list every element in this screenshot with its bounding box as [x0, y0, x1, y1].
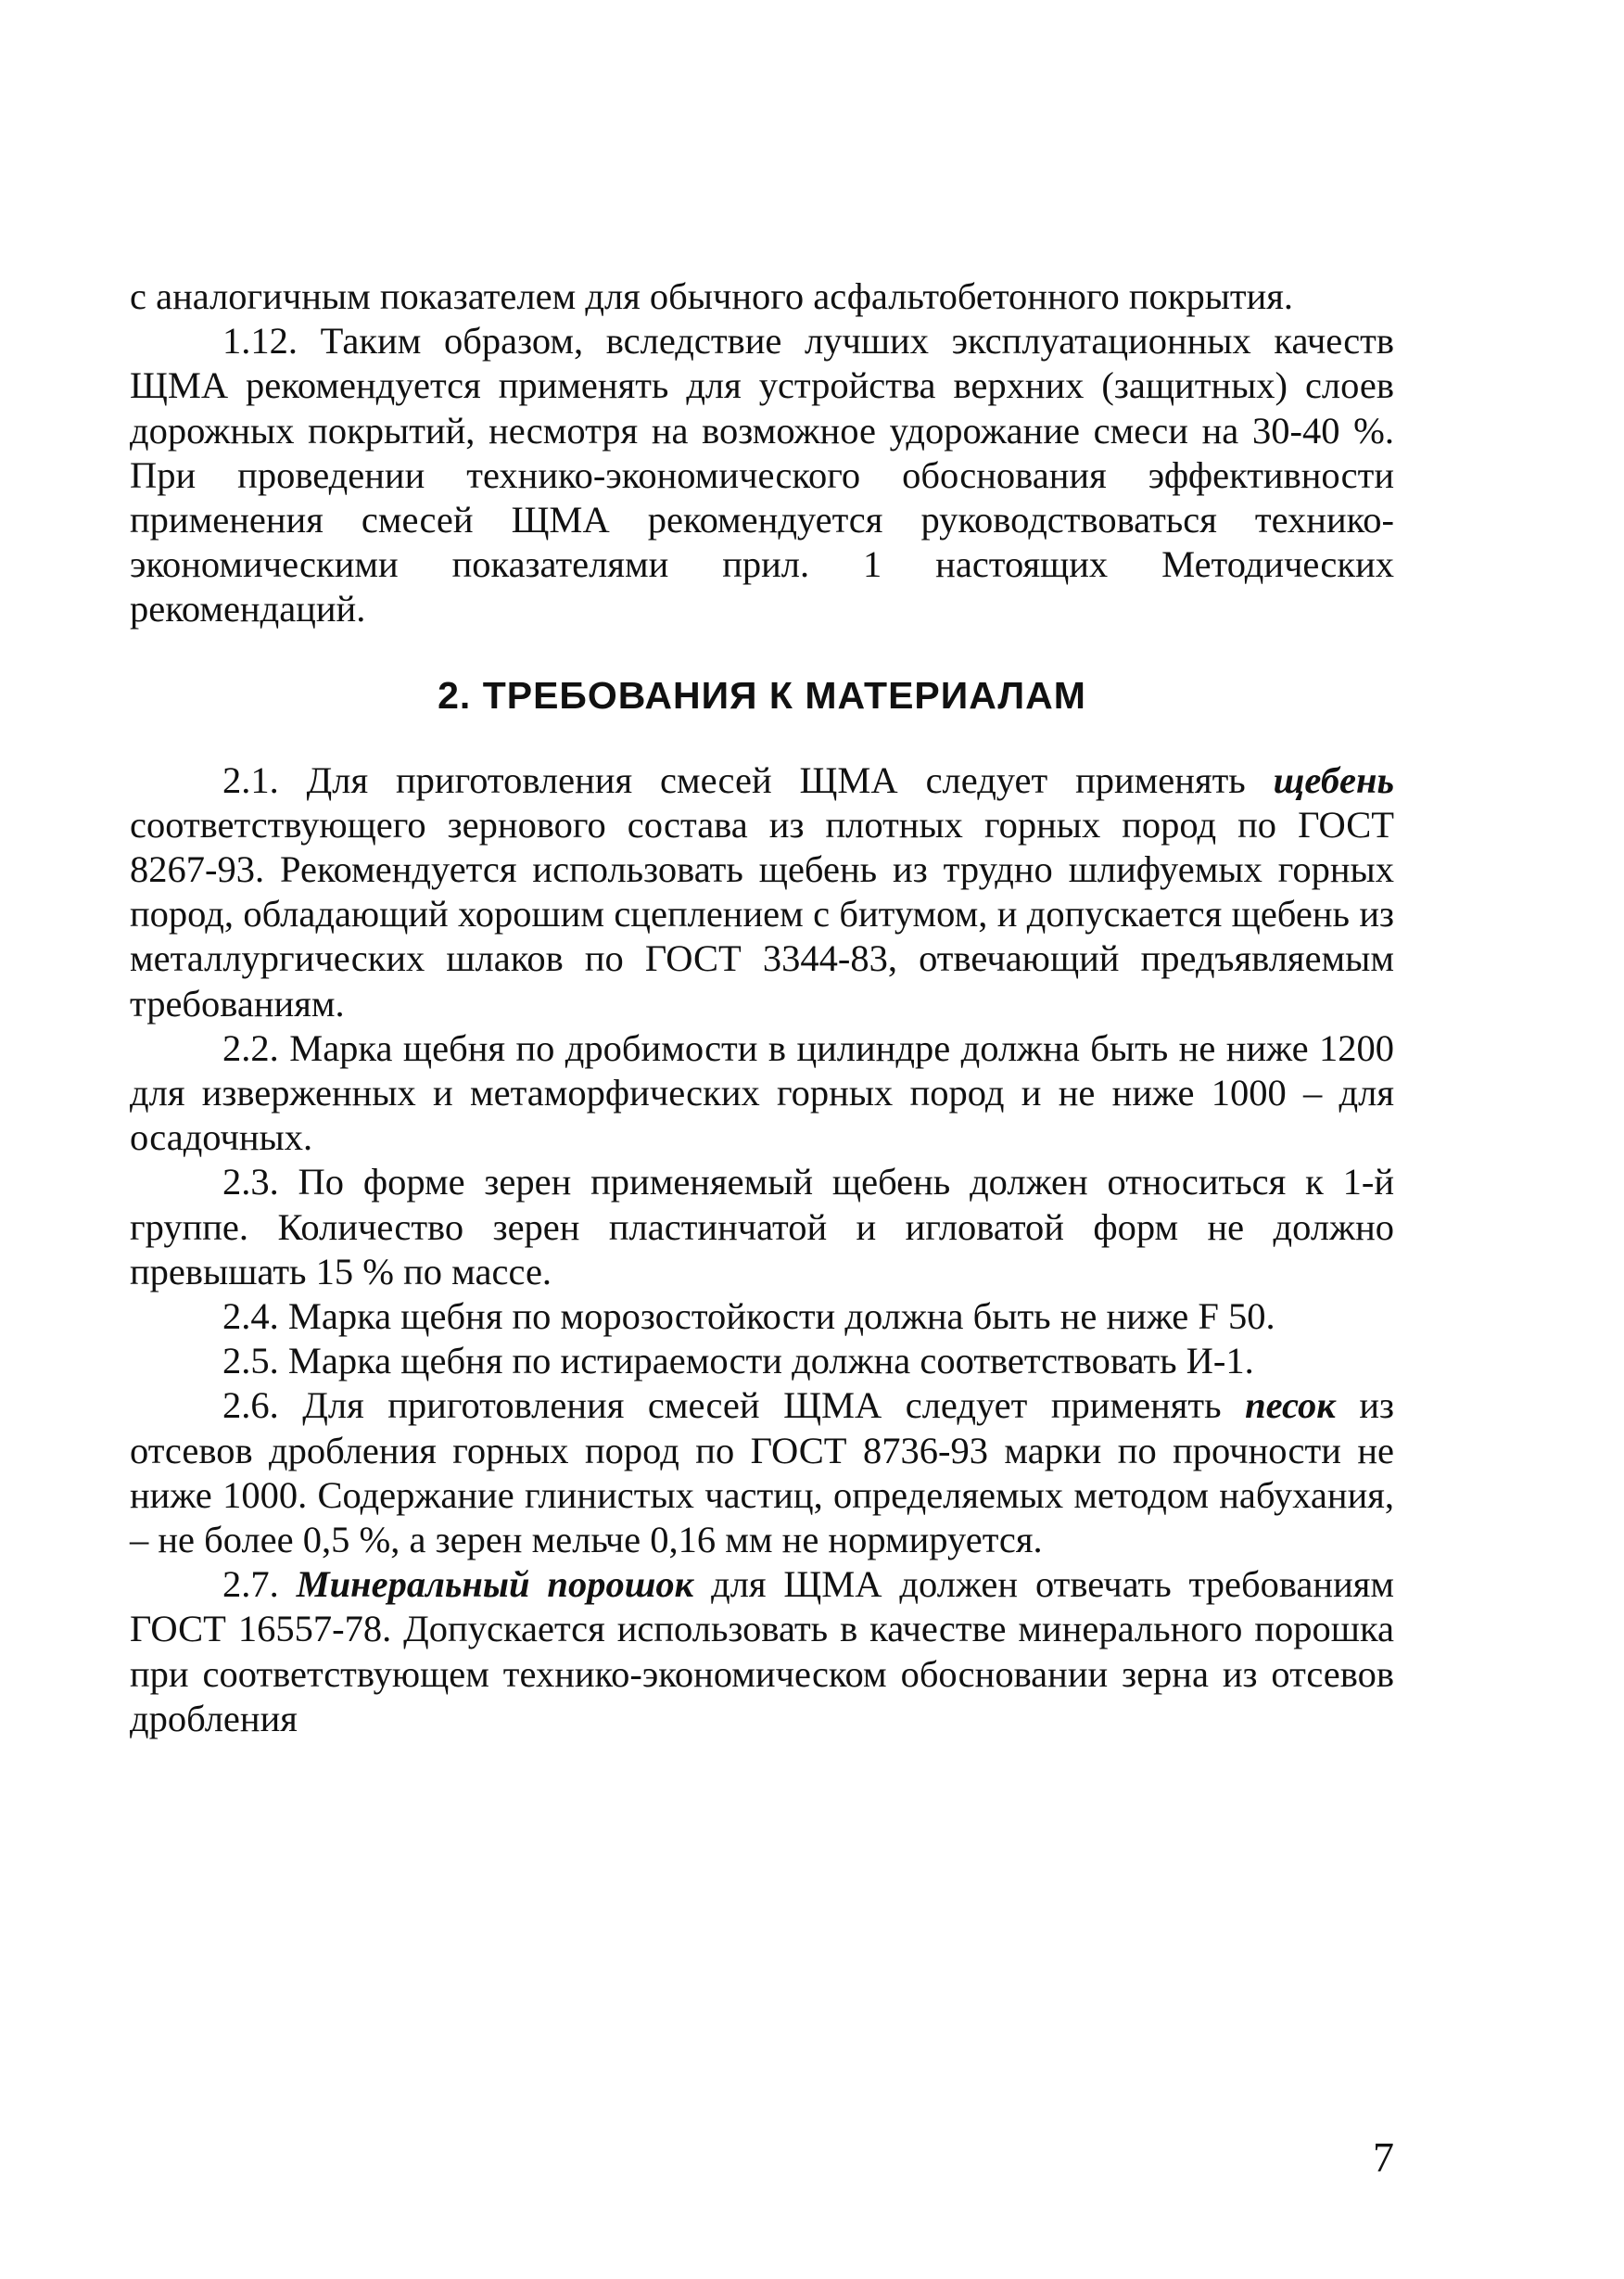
- paragraph-continuation: с аналогичным показателем для обычного асфальтобетонного покрытия.: [130, 275, 1294, 317]
- paragraph-2-7-emphasis: Минеральный порошок: [296, 1563, 694, 1606]
- paragraph-2-5: 2.5. Марка щебня по истираемости должна соответствовать И-1.: [222, 1340, 1254, 1382]
- paragraph-2-2: 2.2. Марка щебня по дробимости в цилиндре должна быть не ниже 1200 для изверженных и метаморфических горных пород и не ниже 1000 – для осадочных.: [130, 1026, 1394, 1159]
- section-heading: 2. ТРЕБОВАНИЯ К МАТЕРИАЛАМ: [438, 673, 1086, 717]
- paragraph-2-6-emphasis: песок: [1245, 1384, 1336, 1427]
- paragraph-2-3: 2.3. По форме зерен применяемый щебень должен относиться к 1-й группе. Количество зерен пластинчатой и игловатой форм не должно превышать 15 % по массе.: [130, 1161, 1394, 1292]
- paragraph-2-1-text-a: 2.1. Для приготовления смесей ЩМА следует применять: [222, 758, 1274, 801]
- paragraph-2-6-text-a: 2.6. Для приготовления смесей ЩМА следует применять: [222, 1384, 1246, 1427]
- paragraph-2-1: [130, 758, 1394, 1026]
- paragraph-2-1-text-b: соответствующего зернового состава из плотных горных пород по ГОСТ 8267-93. Рекомендуется использовать щебень из трудно шлифуемых горных пород, обладающий хорошим сцеплением с битумом, и допускается щебень из металлургических шлаков по ГОСТ 3344-83, отвечающий предъявляемым требованиям.: [130, 803, 1394, 1025]
- page-body: [130, 274, 1394, 1741]
- paragraph-1-12: 1.12. Таким образом, вследствие лучших эксплуатационных качеств ЩМА рекомендуется применять для устройства верхних (защитных) слоев дорожных покрытий, несмотря на возможное удорожание смеси на 30-40 %. При проведении технико-экономического обоснования эффективности применения смесей ЩМА рекомендуется руководствоваться технико-экономическими показателями прил. 1 настоящих Методических рекомендаций.: [130, 320, 1394, 630]
- paragraph-2-1-emphasis: щебень: [1273, 758, 1394, 801]
- paragraph-2-4: 2.4. Марка щебня по морозостойкости должна быть не ниже F 50.: [222, 1295, 1275, 1338]
- paragraph-2-7-text-b: для ЩМА должен отвечать требованиям ГОСТ 16557-78. Допускается использовать в качестве минерального порошка при соответствующем технико-экономическом обосновании зерна из отсевов дробления: [130, 1563, 1395, 1739]
- paragraph-2-7-text-a: 2.7.: [222, 1563, 297, 1606]
- page-number: 7: [1373, 2133, 1394, 2181]
- paragraph-2-6: [130, 1383, 1394, 1562]
- paragraph-2-7: [130, 1562, 1394, 1741]
- paragraph-2-6-text-b: из отсевов дробления горных пород по ГОСТ 8736-93 марки по прочности не ниже 1000. Содержание глинистых частиц, определяемых методом набухания, – не более 0,5 %, а зерен мельче 0,16 мм не нормируется.: [130, 1384, 1394, 1561]
